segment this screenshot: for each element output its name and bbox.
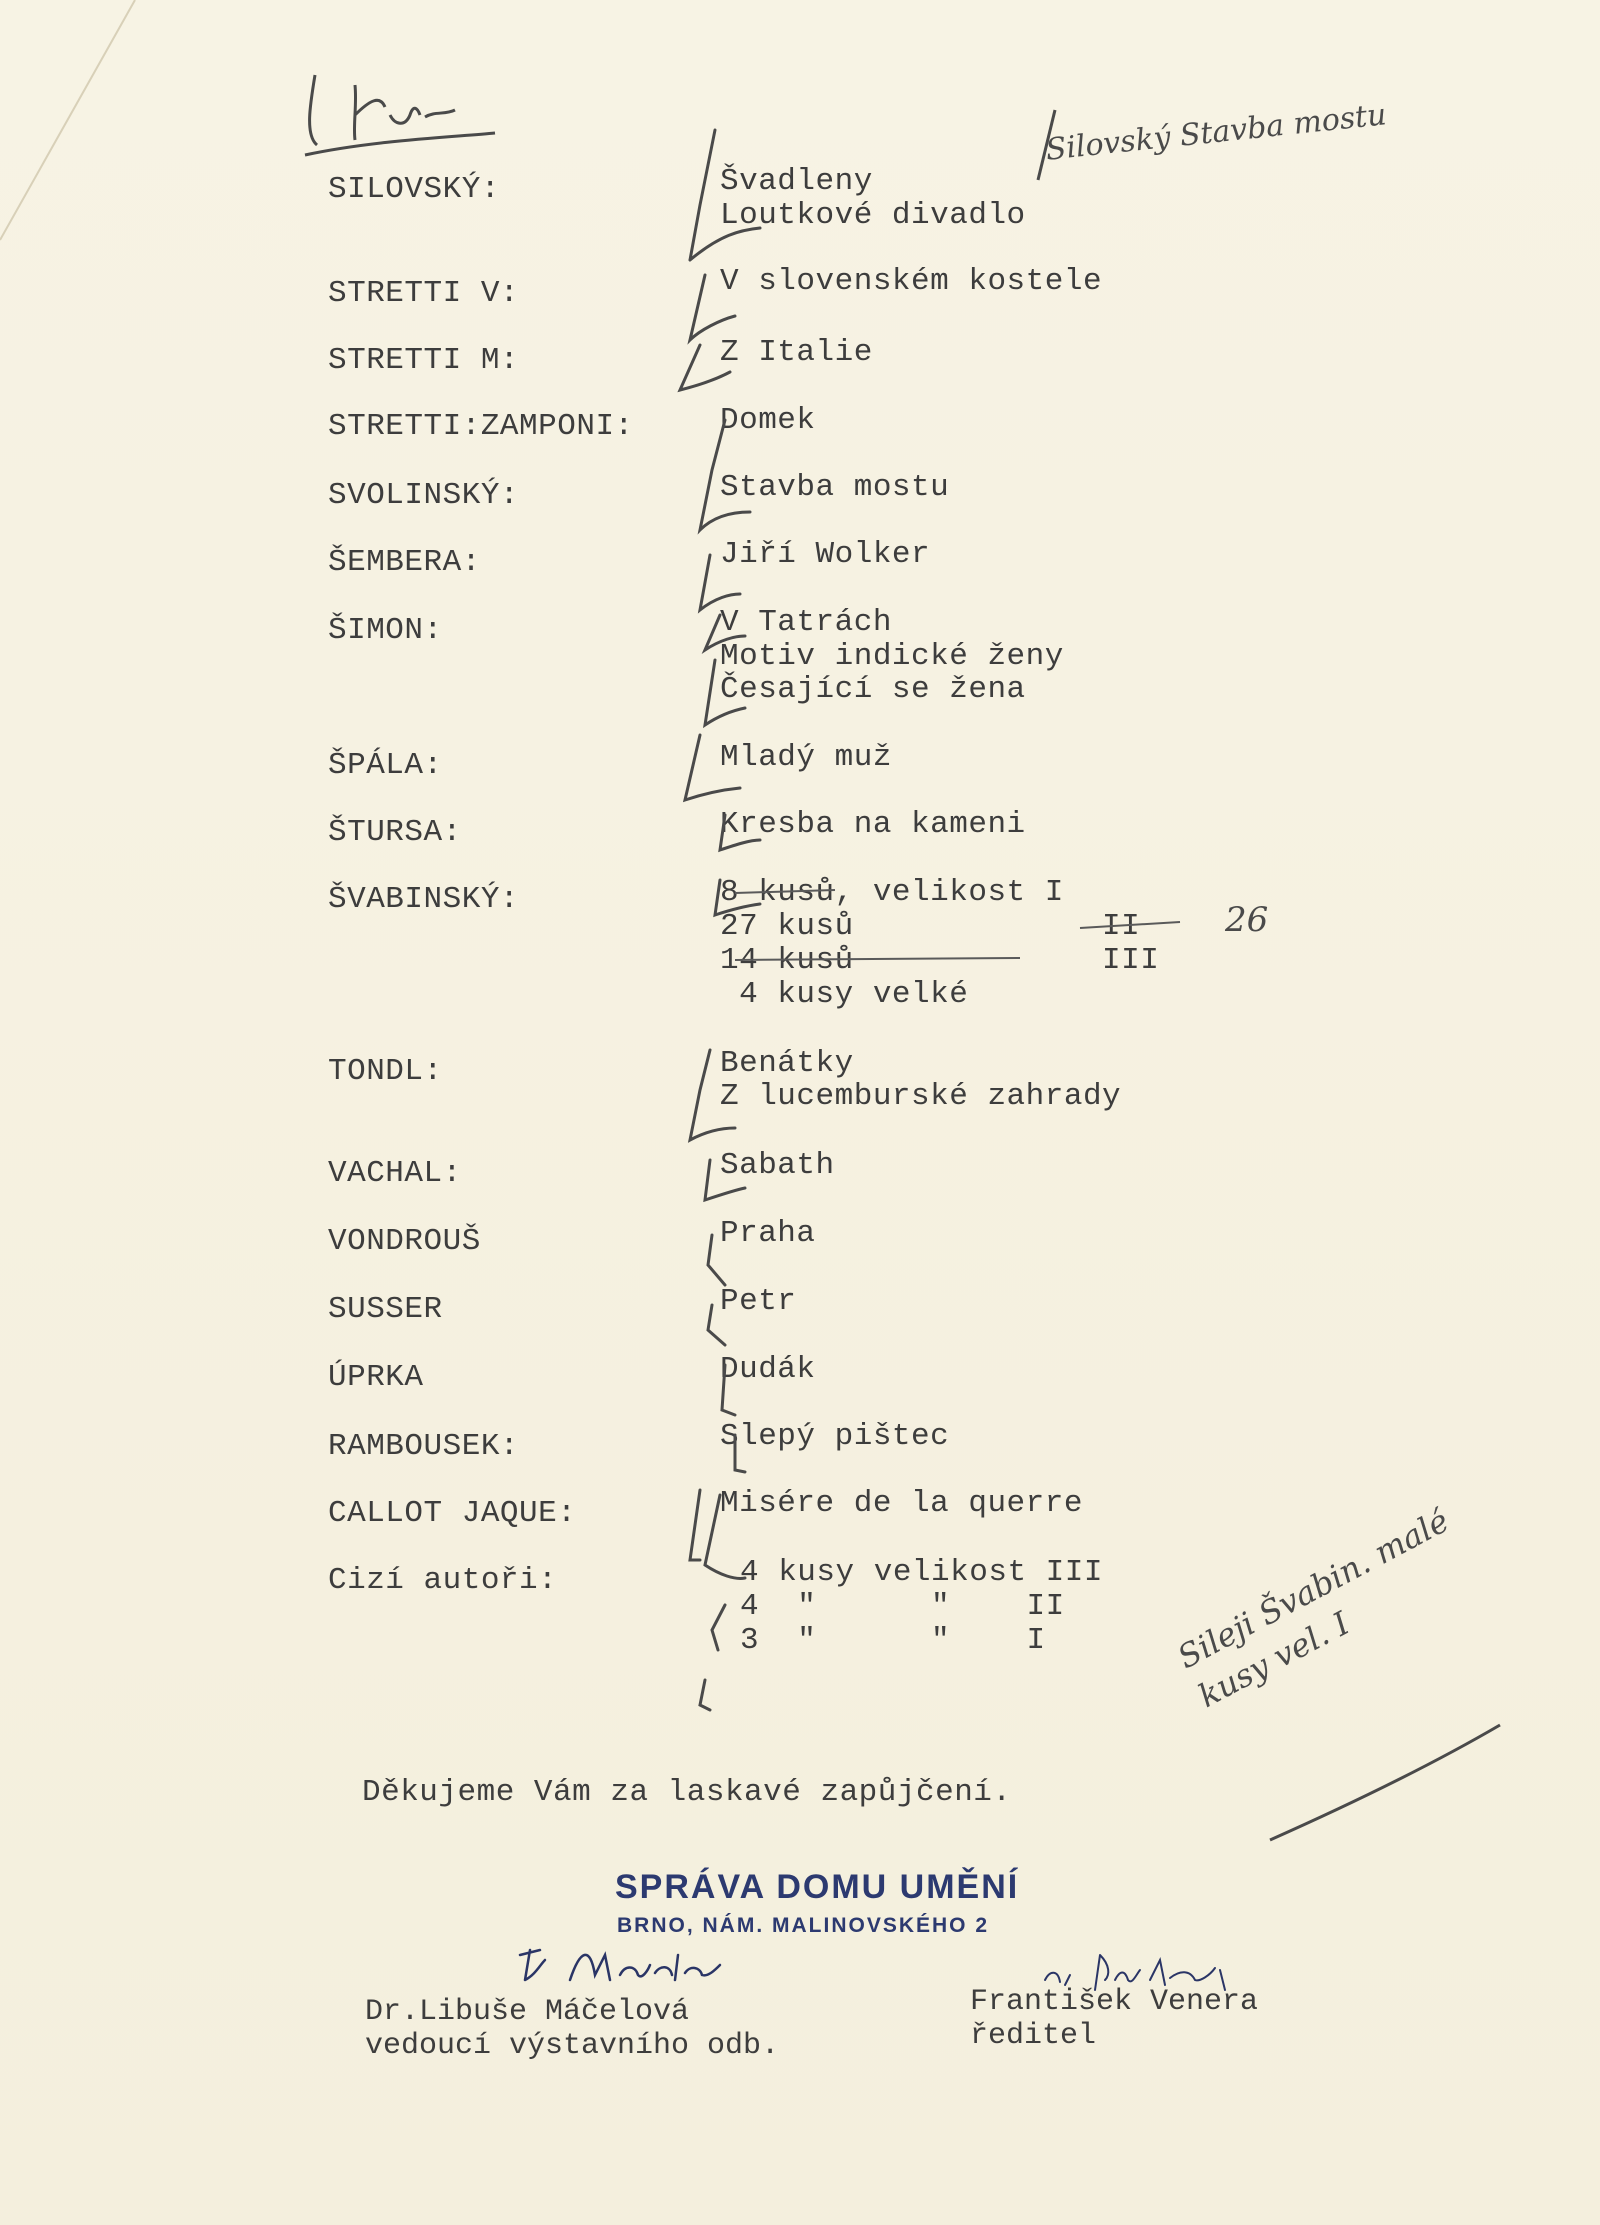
artist-label: CALLOT JAQUE: <box>328 1496 577 1531</box>
artist-label: ÚPRKA <box>328 1360 424 1395</box>
work-title: Švadleny <box>720 164 873 199</box>
handwritten-svabinsky-note: 26 <box>1225 900 1269 940</box>
work-title: Sabath <box>720 1148 835 1183</box>
signatory-right-name: František Venera <box>970 1985 1259 2019</box>
artist-label: STRETTI:ZAMPONI: <box>328 409 634 444</box>
work-title: Slepý pištec <box>720 1419 950 1454</box>
stamp-title: SPRÁVA DOMU UMĚNÍ <box>615 1868 1020 1906</box>
work-title: Jiří Wolker <box>720 537 931 572</box>
slash-mark-top-right <box>1030 105 1060 185</box>
work-title: Petr <box>720 1284 797 1319</box>
work-title: Mladý muž <box>720 740 892 775</box>
work-title: 4 kusy velikost III <box>740 1555 1103 1590</box>
artist-label: VONDROUŠ <box>328 1224 481 1259</box>
artist-label: ŠEMBERA: <box>328 545 481 580</box>
handwritten-kupka <box>295 45 515 165</box>
artist-label: SVOLINSKÝ: <box>328 478 520 513</box>
handwritten-bottom-right-note: Sileji Švabin. malé kusy vel. I <box>1171 1501 1456 1716</box>
work-title: 27 kusů II <box>720 909 1141 944</box>
work-title: 3 " " I <box>740 1623 1046 1658</box>
work-title: V Tatrách <box>720 605 892 640</box>
work-title: 4 kusy velké <box>720 977 969 1012</box>
signatory-left-role: vedoucí výstavního odb. <box>365 2029 780 2063</box>
work-title: Stavba mostu <box>720 470 950 505</box>
artist-label: SILOVSKÝ: <box>328 172 500 207</box>
work-title: 14 kusů III <box>720 943 1160 978</box>
work-title: Z lucemburské zahrady <box>720 1079 1122 1114</box>
work-title: Z Italie <box>720 335 873 370</box>
artist-label: Cizí autoři: <box>328 1563 558 1598</box>
work-title: 4 " " II <box>740 1589 1065 1624</box>
work-title: Praha <box>720 1216 816 1251</box>
artist-label: ŠPÁLA: <box>328 748 443 783</box>
closing-text: Děkujeme Vám za laskavé zapůjčení. <box>362 1775 1012 1810</box>
work-title: Domek <box>720 403 816 438</box>
pencil-underline-bottom-right <box>1260 1710 1520 1850</box>
work-title: V slovenském kostele <box>720 264 1103 299</box>
work-title: Dudák <box>720 1352 816 1387</box>
work-title: 8 kusů, velikost I <box>720 875 1064 910</box>
artist-label: STRETTI M: <box>328 343 520 378</box>
work-title: Misére de la querre <box>720 1486 1083 1521</box>
signatory-left-name: Dr.Libuše Máčelová <box>365 1995 690 2029</box>
stamp-address: BRNO, NÁM. MALINOVSKÉHO 2 <box>617 1914 990 1937</box>
artist-label: SUSSER <box>328 1292 443 1327</box>
work-title: Kresba na kameni <box>720 807 1026 842</box>
work-title: Česající se žena <box>720 672 1026 707</box>
artist-label: TONDL: <box>328 1054 443 1089</box>
handwritten-top-right-note: Silovský Stavba mostu <box>1044 97 1389 168</box>
work-title: Benátky <box>720 1046 854 1081</box>
artist-label: RAMBOUSEK: <box>328 1429 520 1464</box>
artist-label: STRETTI V: <box>328 276 520 311</box>
artist-label: ŠTURSA: <box>328 815 462 850</box>
signatory-right-role: ředitel <box>970 2019 1097 2053</box>
artist-label: ŠIMON: <box>328 613 443 648</box>
artist-label: VACHAL: <box>328 1156 462 1191</box>
work-title: Motiv indické ženy <box>720 639 1064 674</box>
work-title: Loutkové divadlo <box>720 198 1026 233</box>
artist-label: ŠVABINSKÝ: <box>328 882 520 917</box>
